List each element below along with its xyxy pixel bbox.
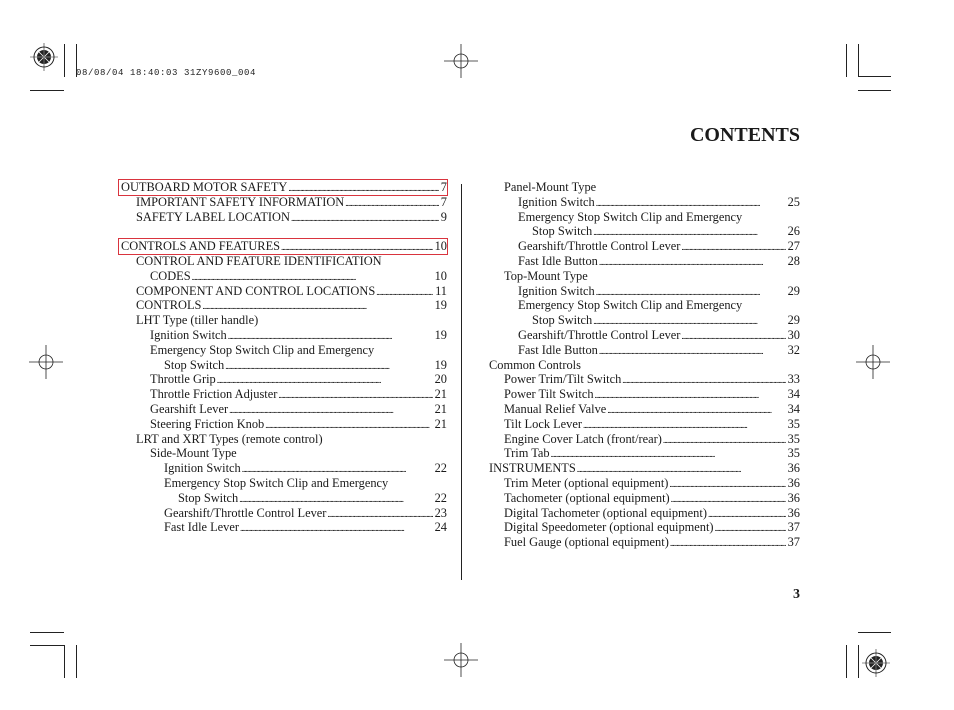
toc-entry[interactable] (121, 506, 447, 521)
toc-entry-label: Fast Idle Button (518, 253, 598, 268)
crosshair-icon (29, 345, 63, 379)
toc-entry-label: Engine Cover Latch (front/rear) (504, 431, 662, 446)
toc-entry-label: CONTROLS (136, 298, 202, 313)
toc-leader-dots (577, 461, 786, 477)
toc-entry-label: Ignition Switch (164, 461, 241, 476)
toc-entry-label: Power Tilt Switch (504, 387, 594, 402)
toc-entry-page: 23 (434, 505, 447, 520)
toc-entry-page: 29 (787, 283, 800, 298)
toc-leader-dots (669, 476, 785, 492)
crosshair-icon (444, 44, 478, 78)
toc-entry-page: 10 (434, 239, 447, 254)
toc-entry-label: Stop Switch (532, 313, 593, 328)
toc-entry-label: SAFETY LABEL LOCATION (136, 209, 290, 224)
toc-entry[interactable] (121, 284, 447, 299)
toc-leader-dots (708, 506, 786, 522)
toc-leader-dots (595, 387, 786, 403)
toc-entry-label: Ignition Switch (518, 283, 595, 298)
toc-entry-page: 19 (434, 357, 447, 372)
toc-entry[interactable] (489, 284, 800, 299)
toc-entry-label: LHT Type (tiller handle) (136, 313, 259, 328)
toc-entry-page: 19 (434, 327, 447, 342)
toc-entry-label: Gearshift Lever (150, 401, 229, 416)
toc-entry[interactable] (489, 328, 800, 343)
toc-entry-label: Panel-Mount Type (504, 180, 597, 194)
toc-leader-dots (551, 446, 786, 462)
toc-entry[interactable] (121, 520, 447, 535)
toc-entry-page: 21 (434, 401, 447, 416)
toc-entry-label: Trim Tab (504, 446, 550, 461)
toc-entry-page: 7 (440, 180, 447, 194)
toc-entry[interactable] (489, 269, 800, 284)
toc-entry-label: Emergency Stop Switch Clip and Emergency (164, 475, 389, 490)
toc-leader-dots (345, 195, 439, 211)
toc-entry-label: Stop Switch (532, 224, 593, 239)
toc-entry-label: Throttle Friction Adjuster (150, 387, 278, 402)
toc-entry-page: 20 (434, 372, 447, 387)
toc-entry-label: Emergency Stop Switch Clip and Emergency (518, 209, 743, 224)
toc-entry-page: 24 (434, 520, 447, 535)
toc-leader-dots (291, 210, 439, 226)
toc-entry-page: 26 (787, 224, 800, 239)
toc-entry-page: 35 (787, 431, 800, 446)
toc-leader-dots (681, 239, 785, 255)
toc-entry[interactable] (119, 239, 447, 254)
toc-entry[interactable] (121, 372, 447, 387)
toc-entry[interactable] (121, 358, 447, 373)
toc-entry-page: 35 (787, 416, 800, 431)
toc-entry-label: Steering Friction Knob (150, 416, 265, 431)
toc-leader-dots (671, 491, 786, 507)
toc-entry[interactable] (489, 387, 800, 402)
toc-entry[interactable] (489, 417, 800, 432)
toc-leader-dots (663, 432, 786, 448)
toc-entry-label: INSTRUMENTS (489, 461, 576, 476)
toc-entry-page: 36 (787, 475, 800, 490)
toc-entry[interactable] (489, 446, 800, 461)
toc-entry-page: 34 (787, 387, 800, 402)
toc-entry-page: 21 (434, 416, 447, 431)
toc-entry-label: Fuel Gauge (optional equipment) (504, 535, 669, 550)
toc-leader-dots (239, 491, 432, 507)
toc-entry-label: Throttle Grip (150, 372, 216, 387)
toc-entry[interactable] (119, 180, 447, 195)
toc-leader-dots (376, 284, 433, 300)
toc-entry-label: CONTROLS AND FEATURES (121, 239, 281, 254)
toc-entry-label: Common Controls (489, 357, 581, 372)
toc-entry-label: Stop Switch (164, 357, 225, 372)
toc-entry[interactable] (489, 476, 800, 491)
toc-entry[interactable] (489, 535, 800, 550)
toc-entry-label: CONTROL AND FEATURE IDENTIFICATION (136, 253, 382, 268)
toc-entry-page: 10 (434, 268, 447, 283)
toc-entry[interactable] (121, 313, 447, 328)
toc-entry-label: Digital Tachometer (optional equipment) (504, 505, 707, 520)
toc-entry-page: 37 (787, 520, 800, 535)
toc-entry-label: OUTBOARD MOTOR SAFETY (121, 180, 288, 194)
toc-entry-label: Ignition Switch (150, 327, 227, 342)
toc-entry-page: 29 (787, 313, 800, 328)
toc-leader-dots (670, 535, 786, 551)
toc-leader-dots (593, 313, 785, 329)
toc-entry[interactable] (121, 417, 447, 432)
toc-leader-dots (288, 180, 438, 196)
toc-entry-page: 30 (787, 327, 800, 342)
toc-entry-label: COMPONENT AND CONTROL LOCATIONS (136, 283, 376, 298)
toc-entry-page: 21 (434, 387, 447, 402)
toc-leader-dots (596, 284, 786, 300)
toc-entry[interactable] (489, 372, 800, 387)
toc-entry[interactable] (121, 269, 447, 284)
toc-leader-dots (596, 195, 786, 211)
toc-entry[interactable] (489, 402, 800, 417)
toc-entry[interactable] (121, 254, 447, 269)
page-title: CONTENTS (689, 124, 800, 146)
toc-entry-label: Digital Speedometer (optional equipment) (504, 520, 714, 535)
toc-entry[interactable] (121, 461, 447, 476)
toc-entry-page: 9 (440, 209, 447, 224)
toc-entry[interactable] (489, 224, 800, 239)
toc-entry[interactable] (489, 195, 800, 210)
toc-entry[interactable] (121, 298, 447, 313)
toc-entry-label: Ignition Switch (518, 194, 595, 209)
toc-leader-dots (229, 402, 433, 418)
toc-leader-dots (278, 387, 432, 403)
toc-entry[interactable] (489, 461, 800, 476)
toc-leader-dots (217, 372, 433, 388)
toc-leader-dots (327, 506, 432, 522)
toc-entry[interactable] (489, 210, 800, 225)
toc-leader-dots (599, 343, 786, 359)
toc-entry-page: 32 (787, 342, 800, 357)
starburst-icon (862, 649, 890, 677)
toc-entry[interactable] (489, 520, 800, 535)
toc-entry-label: IMPORTANT SAFETY INFORMATION (136, 194, 345, 209)
toc-entry-page: 19 (434, 298, 447, 313)
toc-leader-dots (607, 402, 785, 418)
toc-entry[interactable] (489, 506, 800, 521)
toc-entry[interactable] (121, 446, 447, 461)
toc-leader-dots (225, 358, 432, 374)
toc-entry-label: Gearshift/Throttle Control Lever (164, 505, 327, 520)
toc-leader-dots (622, 372, 785, 388)
toc-entry-page: 35 (787, 446, 800, 461)
toc-entry-page: 27 (787, 239, 800, 254)
toc-entry[interactable] (489, 254, 800, 269)
toc-leader-dots (202, 298, 432, 314)
toc-right-column (489, 180, 800, 550)
toc-entry[interactable] (489, 358, 800, 373)
toc-entry-page: 25 (787, 194, 800, 209)
toc-entry[interactable] (121, 476, 447, 491)
toc-entry-page: 36 (787, 461, 800, 476)
toc-entry-page: 33 (787, 372, 800, 387)
toc-entry-page: 28 (787, 253, 800, 268)
toc-leader-dots (265, 417, 432, 433)
toc-entry[interactable] (121, 402, 447, 417)
crosshair-icon (856, 345, 890, 379)
toc-entry-label: Tilt Lock Lever (504, 416, 583, 431)
toc-entry-page: 36 (787, 505, 800, 520)
toc-entry[interactable] (121, 328, 447, 343)
toc-leader-dots (242, 461, 433, 477)
toc-leader-dots (228, 328, 433, 344)
toc-entry[interactable] (489, 432, 800, 447)
column-divider (461, 184, 462, 580)
toc-entry[interactable] (489, 313, 800, 328)
toc-entry[interactable] (121, 210, 447, 225)
toc-entry-page: 37 (787, 535, 800, 550)
toc-leader-dots (240, 520, 433, 536)
toc-leader-dots (681, 328, 785, 344)
toc-entry-label: Fast Idle Lever (164, 520, 240, 535)
toc-left-column (121, 180, 447, 535)
toc-entry[interactable] (489, 239, 800, 254)
toc-entry-label: Tachometer (optional equipment) (504, 490, 670, 505)
toc-entry[interactable] (489, 298, 800, 313)
toc-entry-label: Emergency Stop Switch Clip and Emergency (518, 298, 743, 313)
toc-leader-dots (599, 254, 786, 270)
toc-entry-page: 36 (787, 490, 800, 505)
toc-entry-label: Emergency Stop Switch Clip and Emergency (150, 342, 375, 357)
toc-entry-page: 22 (434, 461, 447, 476)
toc-entry-page: 22 (434, 490, 447, 505)
toc-leader-dots (583, 417, 786, 433)
toc-entry-label: LRT and XRT Types (remote control) (136, 431, 323, 446)
toc-entry-label: Gearshift/Throttle Control Lever (518, 239, 681, 254)
toc-entry-label: Stop Switch (178, 490, 239, 505)
toc-entry[interactable] (489, 180, 800, 195)
toc-entry[interactable] (121, 491, 447, 506)
toc-entry[interactable] (489, 491, 800, 506)
toc-entry-label: Side-Mount Type (150, 446, 237, 461)
toc-leader-dots (593, 224, 785, 240)
page-number: 3 (793, 587, 800, 602)
toc-entry-label: CODES (150, 268, 191, 283)
toc-entry[interactable] (489, 343, 800, 358)
toc-entry-label: Fast Idle Button (518, 342, 598, 357)
toc-leader-dots (715, 520, 786, 536)
toc-entry-page: 34 (787, 401, 800, 416)
crosshair-icon (444, 643, 478, 677)
toc-entry[interactable] (121, 432, 447, 447)
toc-entry-label: Trim Meter (optional equipment) (504, 475, 669, 490)
toc-entry[interactable] (121, 387, 447, 402)
toc-entry-label: Top-Mount Type (504, 268, 588, 283)
toc-entry[interactable] (121, 343, 447, 358)
toc-spacer (121, 224, 447, 239)
print-stamp: 08/08/04 18:40:03 31ZY9600_004 (76, 68, 257, 78)
toc-entry-page: 11 (435, 283, 447, 298)
toc-entry-page: 7 (440, 194, 447, 209)
toc-leader-dots (281, 239, 433, 255)
toc-entry-label: Gearshift/Throttle Control Lever (518, 327, 681, 342)
toc-entry[interactable] (121, 195, 447, 210)
starburst-icon (30, 43, 58, 71)
toc-leader-dots (192, 269, 433, 285)
toc-entry-label: Manual Relief Valve (504, 401, 607, 416)
toc-entry-label: Power Trim/Tilt Switch (504, 372, 622, 387)
